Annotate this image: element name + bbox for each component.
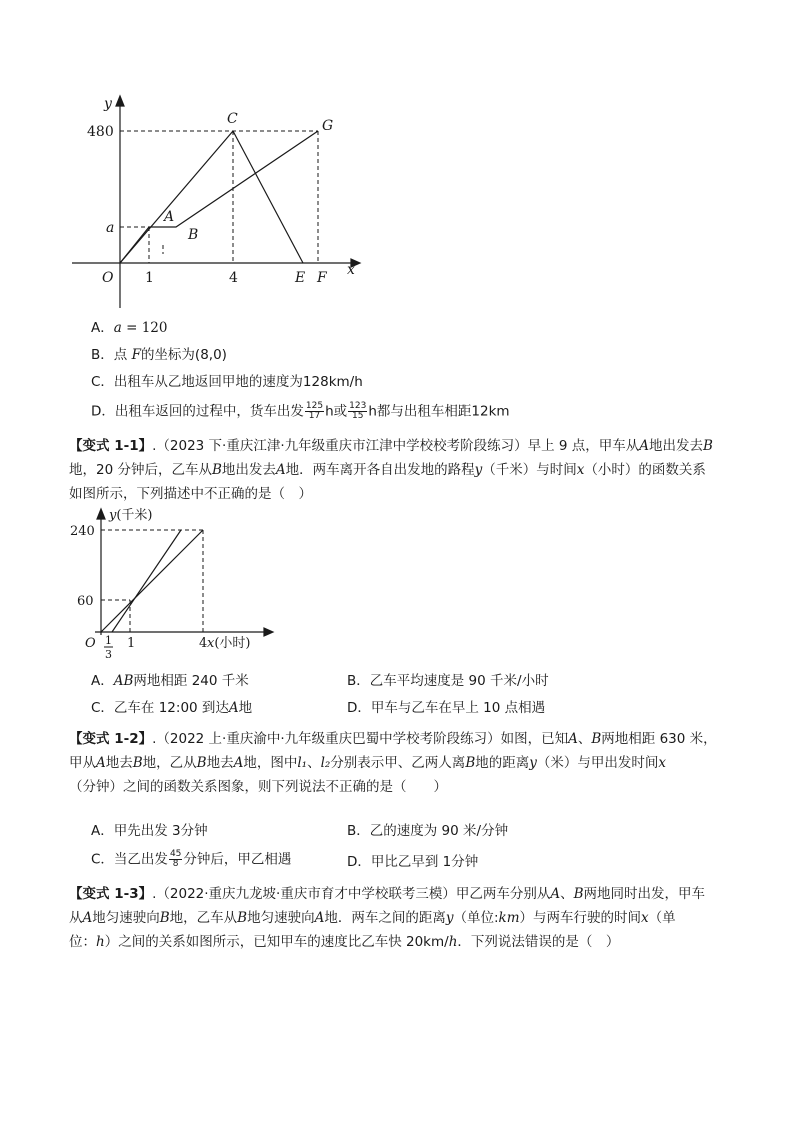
- q2-line-2: 甲从A地去B地，乙从B地去A地，图中l₁、l₂分别表示甲、乙两人离B地的距离y（米）与甲出发时间x: [69, 755, 666, 771]
- q1-line-2: 地，20 分钟后，乙车从B地出发去A地．两车离开各自出发地的路程y（千米）与时间x（小时）的函数关系: [69, 462, 706, 478]
- graph2-origin: O: [85, 636, 96, 651]
- q2-stem: [69, 727, 769, 799]
- graph2-tick-1: 1: [127, 636, 136, 651]
- graph2-tick-60: 60: [77, 594, 94, 609]
- q3-tag: 【变式 1-3】: [69, 886, 153, 902]
- graph1-point-A: A: [164, 209, 175, 225]
- q1-line-3: 如图所示，下列描述中不正确的是（ ）: [69, 486, 312, 502]
- graph1-point-B: B: [188, 227, 199, 243]
- graph1-point-C: C: [227, 111, 238, 127]
- q3-line-2: 从A地匀速驶向B地，乙车从B地匀速驶向A地．两车之间的距离y（单位:km）与两车行驶的时间x（单: [69, 910, 676, 926]
- graph2-tick-third-num: 1: [105, 634, 112, 647]
- q1-line-1: 【变式 1-1】.（2023 下·重庆江津·九年级重庆市江津中学校校考阶段练习）早上 9 点，甲车从A地出发去B: [69, 438, 713, 454]
- q1-option-B[interactable]: B．乙车平均速度是 90 千米/小时: [347, 673, 549, 689]
- graph2-x-label: x(小时): [207, 636, 251, 651]
- graph2-line-yi: [112, 530, 181, 632]
- graph1-line-CE: [233, 131, 303, 263]
- graph1-y-arrow: [116, 96, 124, 106]
- graph1-point-G: G: [322, 118, 334, 134]
- graph1-tick-a: a: [106, 220, 115, 236]
- q0-option-C[interactable]: C．出租车从乙地返回甲地的速度为128km/h: [91, 374, 363, 390]
- graph2-y-arrow: [97, 509, 105, 519]
- q0-D-fraction-2: $\frac{123}{15}$: [349, 401, 367, 421]
- graph1-y-label: y: [104, 96, 112, 112]
- graph-1: [60, 90, 370, 315]
- q3-stem: [69, 882, 769, 954]
- q1-option-A[interactable]: A．AB两地相距 240 千米: [91, 673, 249, 689]
- graph2-tick-third-den: 3: [105, 648, 112, 661]
- graph1-line-OC: [120, 131, 233, 263]
- q2-option-C[interactable]: C．当乙出发 $\frac{45}{8}$ 分钟后，甲乙相遇: [91, 849, 292, 869]
- q3-line-1: 【变式 1-3】.（2022·重庆九龙坡·重庆市育才中学校联考三模）甲乙两车分别从A、B两地同时出发，甲车: [69, 886, 705, 902]
- q2-option-B[interactable]: B．乙的速度为 90 米/分钟: [347, 823, 509, 839]
- q1-stem: [69, 434, 769, 506]
- q0-option-B[interactable]: B．点 F的坐标为(8,0): [91, 347, 227, 363]
- graph1-tick-4: 4: [229, 270, 238, 286]
- graph-2: [65, 505, 280, 665]
- graph2-tick-240: 240: [70, 524, 95, 539]
- q2-option-A[interactable]: A．甲先出发 3分钟: [91, 823, 208, 839]
- q2-line-1: 【变式 1-2】.（2022 上·重庆渝中·九年级重庆巴蜀中学校考阶段练习）如图，已知A、B两地相距 630 米，: [69, 731, 717, 747]
- q2-option-D[interactable]: D．甲比乙早到 1分钟: [347, 854, 479, 870]
- q0-D-fraction-1: $\frac{125}{17}$: [305, 401, 324, 421]
- graph2-line-jia: [101, 530, 203, 632]
- q0-option-D[interactable]: D．出租车返回的过程中，货车出发 $\frac{125}{17}$ h或 $\frac{123}{15}$ h都与出租车相距12km: [91, 401, 510, 421]
- graph1-tick-1: 1: [145, 270, 154, 286]
- q1-option-C[interactable]: C．乙车在 12:00 到达A地: [91, 700, 253, 716]
- q2-C-fraction: $\frac{45}{8}$: [169, 849, 182, 869]
- graph1-point-E: E: [295, 270, 306, 286]
- graph2-x-arrow: [264, 628, 273, 636]
- q3-line-3: 位：h）之间的关系如图所示，已知甲车的速度比乙车快 20km/h．下列说法错误的是（ ）: [69, 934, 620, 950]
- graph1-x-label: x: [347, 262, 355, 278]
- q1-tag: 【变式 1-1】: [69, 438, 153, 454]
- graph1-point-F: F: [317, 270, 327, 286]
- q1-option-D[interactable]: D．甲车与乙车在早上 10 点相遇: [347, 700, 546, 716]
- graph1-tick-480: 480: [87, 124, 114, 140]
- q0-option-A[interactable]: A．a = 120: [91, 320, 168, 336]
- q2-line-3: （分钟）之间的函数关系图象，则下列说法不正确的是（ ）: [69, 779, 447, 795]
- q2-tag: 【变式 1-2】: [69, 731, 153, 747]
- graph1-origin: O: [102, 270, 114, 286]
- graph2-tick-4: 4: [199, 636, 208, 651]
- graph1-line-OABG: [120, 131, 318, 263]
- graph2-y-label: y(千米): [109, 508, 153, 523]
